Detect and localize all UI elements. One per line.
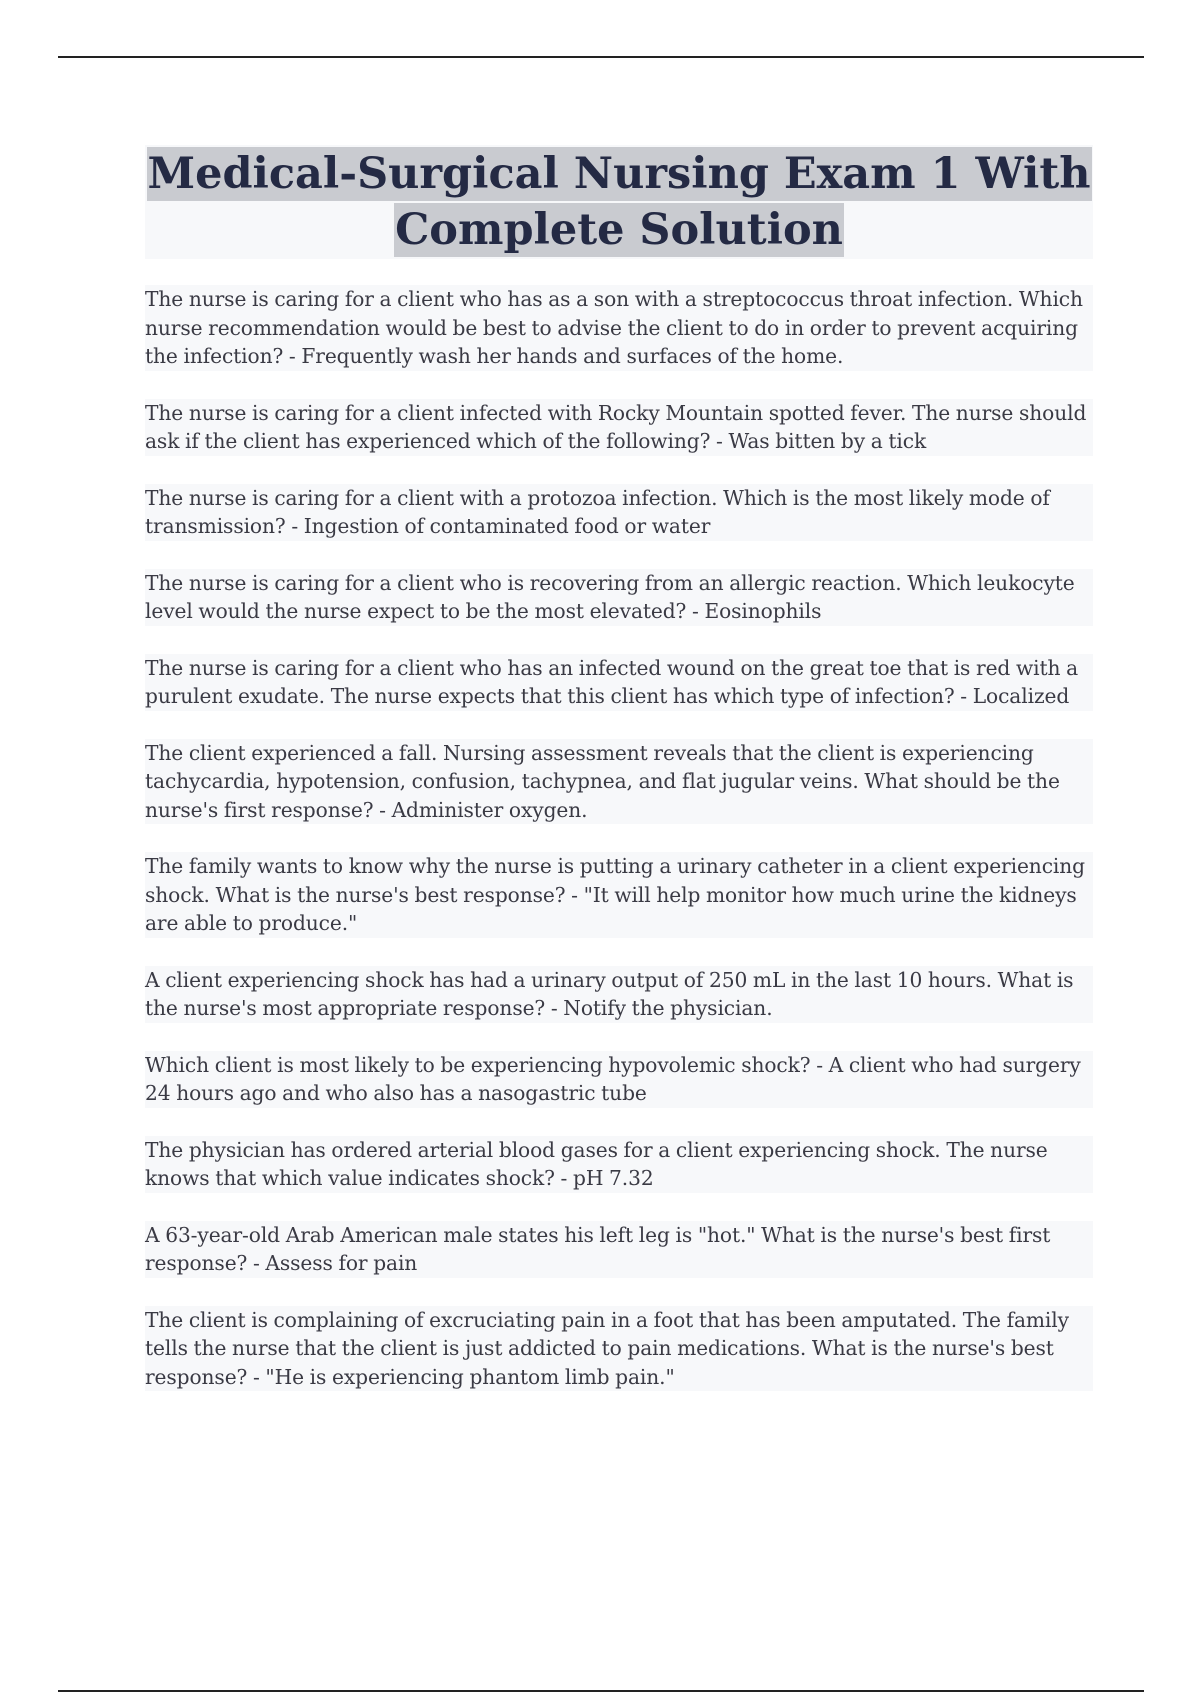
question-list — [145, 285, 1093, 1391]
question-item-4: The nurse is caring for a client who is recovering from an allergic reaction. Which leukocyte level would the nurse expect to be the most elevated? - Eosinophils — [145, 569, 1093, 626]
question-item-9: Which client is most likely to be experiencing hypovolemic shock? - A client who had surgery 24 hours ago and who also has a nasogastric tube — [145, 1051, 1093, 1108]
title-line-1: Medical-Surgical Nursing Exam 1 With — [147, 149, 1091, 199]
bottom-rule — [58, 1690, 1144, 1692]
question-item-11: A 63-year-old Arab American male states his left leg is "hot." What is the nurse's best first response? - Assess for pain — [145, 1221, 1093, 1278]
document-body — [145, 145, 1093, 1419]
question-item-2: The nurse is caring for a client infected with Rocky Mountain spotted fever. The nurse should ask if the client has experienced which of the following? - Was bitten by a tick — [145, 399, 1093, 456]
question-item-5: The nurse is caring for a client who has an infected wound on the great toe that is red with a purulent exudate. The nurse expects that this client has which type of infection? - Localized — [145, 654, 1093, 711]
title-line-2: Complete Solution — [395, 205, 843, 255]
question-item-10: The physician has ordered arterial blood gases for a client experiencing shock. The nurse knows that which value indicates shock? - pH 7.32 — [145, 1136, 1093, 1193]
question-item-6: The client experienced a fall. Nursing assessment reveals that the client is experiencing tachycardia, hypotension, confusion, tachypnea, and flat jugular veins. What should be the nurse's first response? - Administer oxygen. — [145, 739, 1093, 825]
question-item-3: The nurse is caring for a client with a protozoa infection. Which is the most likely mode of transmission? - Ingestion of contaminated food or water — [145, 484, 1093, 541]
question-item-12: The client is complaining of excruciating pain in a foot that has been amputated. The family tells the nurse that the client is just addicted to pain medications. What is the nurse's best response? - "He is experiencing phantom limb pain." — [145, 1306, 1093, 1392]
question-item-7: The family wants to know why the nurse is putting a urinary catheter in a client experiencing shock. What is the nurse's best response? - "It will help monitor how much urine the kidneys are able to produce." — [145, 852, 1093, 938]
top-rule — [58, 56, 1144, 58]
question-item-1: The nurse is caring for a client who has as a son with a streptococcus throat infection. Which nurse recommendation would be best to advise the client to do in order to prevent acquiring the infection? - Frequently wash her hands and surfaces of the home. — [145, 285, 1093, 371]
question-item-8: A client experiencing shock has had a urinary output of 250 mL in the last 10 hours. What is the nurse's most appropriate response? - Notify the physician. — [145, 966, 1093, 1023]
document-title — [145, 145, 1093, 259]
